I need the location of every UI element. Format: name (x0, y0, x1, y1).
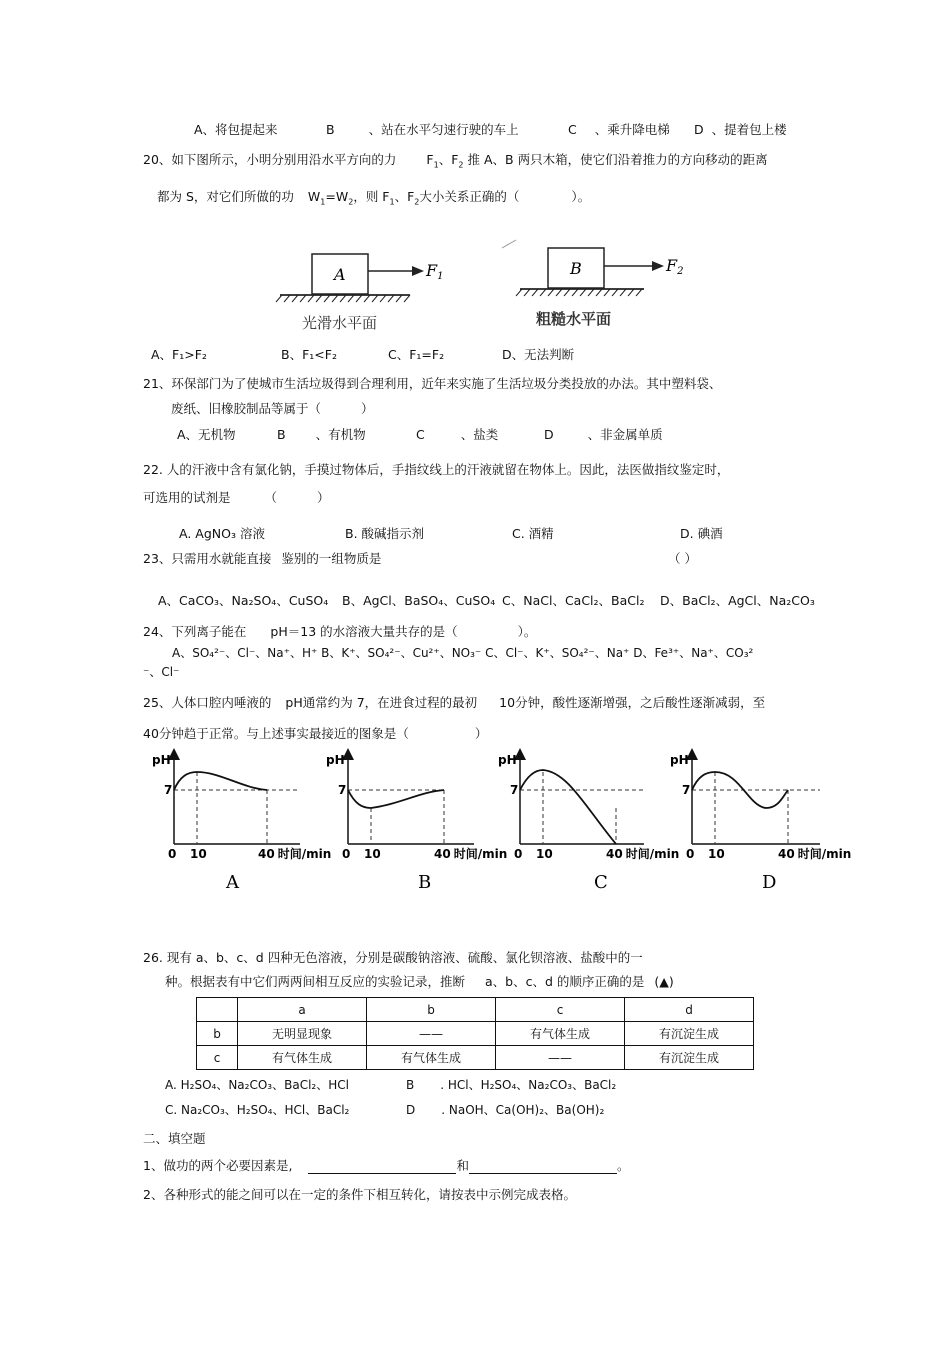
q22-option-b: B. 酸碱指示剂 (345, 526, 425, 541)
q26-reaction-table (196, 997, 754, 1070)
graph-b-curve (348, 790, 444, 808)
graph-a-x0: 0 (168, 847, 177, 861)
table-row (197, 1046, 754, 1070)
section2-q1: 1、做功的两个必要因素是, 和 。 (143, 1158, 630, 1173)
q26-option-b: B . HCl、H₂SO₄、Na₂CO₃、BaCl₂ (406, 1078, 617, 1092)
q22-option-d: D. 碘酒 (680, 526, 723, 541)
q19-option-b: B 、站在水平匀速行驶的车上 (326, 122, 519, 137)
q20-option-b: B、F₁<F₂ (281, 347, 337, 362)
table-header-row (197, 998, 754, 1022)
force-a-label: F1 (426, 261, 444, 282)
graph-c-label: C (594, 872, 608, 893)
q26-line2: 种。根据表有中它们两两间相互反应的实验记录，推断 a、b、c、d 的顺序正确的是 (▲) (165, 974, 674, 989)
graph-d-x10: 10 (708, 847, 725, 861)
ph-graph-c (498, 753, 679, 893)
q21-line2: 废纸、旧橡胶制品等属于（ ） (171, 401, 374, 416)
table-cell: c (197, 1046, 238, 1070)
graph-b-label: B (418, 872, 432, 893)
q26-option-d: D . NaOH、Ca(OH)₂、Ba(OH)₂ (406, 1103, 605, 1117)
graph-c-7: 7 (510, 783, 519, 797)
table-cell: 有沉淀生成 (625, 1046, 754, 1070)
q21-option-d: D 、非金属单质 (544, 427, 663, 442)
q19-option-c: C 、乘升降电梯 (568, 122, 670, 137)
graph-b-x10: 10 (364, 847, 381, 861)
q23-option-c: C、NaCl、CaCl₂、BaCl₂ (502, 593, 645, 608)
graph-b-7: 7 (338, 783, 347, 797)
table-cell: —— (367, 1022, 496, 1046)
table-cell: b (197, 1022, 238, 1046)
force-b-arrowhead (652, 261, 664, 271)
table-cell: 有沉淀生成 (625, 1022, 754, 1046)
q22-option-c: C. 酒精 (512, 526, 554, 541)
scan-mark (502, 240, 516, 248)
table-cell: 有气体生成 (238, 1046, 367, 1070)
graph-c-x40: 40 时间/min (606, 847, 680, 861)
table-header-cell: a (238, 998, 367, 1022)
q23-option-b: B、AgCl、BaSO₄、CuSO₄ (342, 593, 496, 608)
q25-line1: 25、人体口腔内唾液的 pH通常约为 7，在进食过程的最初 10分钟，酸性逐渐增强，之后酸性逐渐减弱，至 (143, 695, 766, 710)
q20-option-a: A、F₁>F₂ (151, 347, 207, 362)
table-row (197, 1022, 754, 1046)
q21-option-b: B 、有机物 (277, 427, 366, 442)
q20-line2: 都为 S，对它们所做的功 $W_1=W_2$，则 $F_1$、$F_2$大小关系正确的（ ）。 (157, 189, 591, 207)
graph-d-ph-label: pH (670, 753, 689, 767)
q19-option-d: D 、提着包上楼 (694, 122, 787, 137)
graph-b-x40: 40 时间/min (434, 847, 508, 861)
section2-title: 二、填空题 (143, 1131, 206, 1146)
force-a-arrowhead (412, 266, 424, 276)
table-header-cell: b (367, 998, 496, 1022)
q24-options: A、SO₄²⁻、Cl⁻、Na⁺、H⁺ B、K⁺、SO₄²⁻、Cu²⁺、NO₃⁻ C、Cl⁻、K⁺、SO₄²⁻、Na⁺ D、Fe³⁺、Na⁺、CO₃² (172, 646, 754, 660)
graph-a-ph-label: pH (152, 753, 171, 767)
table-header-cell (197, 998, 238, 1022)
table-cell: 无明显现象 (238, 1022, 367, 1046)
graph-b-ph-label: pH (326, 753, 345, 767)
q20-line1: 20、如下图所示，小明分别用沿水平方向的力 $F_1$、$F_2$ 推 A、B 两只木箱，使它们沿着推力的方向移动的距离 (143, 152, 768, 170)
q23-option-d: D、BaCl₂、AgCl、Na₂CO₃ (660, 593, 815, 608)
q25-ph-graphs (150, 748, 860, 896)
box-a-diagram (276, 254, 443, 332)
answer-blank-2[interactable] (469, 1160, 617, 1174)
surface-a-label: 光滑水平面 (302, 314, 378, 332)
graph-a-x10: 10 (190, 847, 207, 861)
q22-line1: 22. 人的汗液中含有氯化钠，手摸过物体后，手指纹线上的汗液就留在物体上。因此，法医做指纹鉴定时， (143, 462, 730, 477)
q19-options (194, 122, 278, 138)
q23-line1: 23、只需用水就能直接 鉴别的一组物质是 (143, 551, 382, 566)
q26-option-c: C. Na₂CO₃、H₂SO₄、HCl、BaCl₂ (165, 1103, 350, 1117)
table-cell: —— (496, 1046, 625, 1070)
q25-line2: 40分钟趋于正常。与上述事实最接近的图象是（ ） (143, 726, 488, 741)
graph-c-curve (520, 770, 616, 844)
q23-paren: （ ） (668, 551, 697, 566)
graph-a-label: A (226, 872, 239, 893)
box-a-label: A (334, 265, 346, 284)
graph-c-x0: 0 (514, 847, 523, 861)
q24-line1: 24、下列离子能在 pH＝13 的水溶液大量共存的是（ ）。 (143, 624, 537, 639)
q22-line2: 可选用的试剂是 （ ） (143, 490, 330, 505)
graph-d-7: 7 (682, 783, 691, 797)
section2-q2: 2、各种形式的能之间可以在一定的条件下相互转化，请按表中示例完成表格。 (143, 1187, 576, 1202)
surface-b-label: 粗糙水平面 (536, 310, 612, 328)
graph-d-x0: 0 (686, 847, 695, 861)
box-b-diagram (502, 240, 683, 328)
graph-c-ph-label: pH (498, 753, 517, 767)
q19-option-a: A、将包提起来 (194, 122, 278, 137)
q26-line1: 26. 现有 a、b、c、d 四种无色溶液，分别是碳酸钠溶液、硫酸、氯化钡溶液、盐酸中的一 (143, 950, 643, 965)
table-cell: 有气体生成 (367, 1046, 496, 1070)
graph-b-x0: 0 (342, 847, 351, 861)
table-header-cell: c (496, 998, 625, 1022)
graph-a-x40: 40 时间/min (258, 847, 332, 861)
graph-c-x10: 10 (536, 847, 553, 861)
q21-option-c: C 、盐类 (416, 427, 499, 442)
ground-b-hatch (516, 289, 642, 296)
table-header-cell: d (625, 998, 754, 1022)
graph-a-7: 7 (164, 783, 173, 797)
force-b-label: F2 (666, 256, 684, 277)
ph-graph-d (670, 753, 851, 893)
answer-blank-1[interactable] (308, 1160, 456, 1174)
q23-option-a: A、CaCO₃、Na₂SO₄、CuSO₄ (158, 593, 329, 608)
q20-option-c: C、F₁=F₂ (388, 347, 445, 362)
table-cell: 有气体生成 (496, 1022, 625, 1046)
graph-d-label: D (762, 872, 777, 893)
q26-option-a: A. H₂SO₄、Na₂CO₃、BaCl₂、HCl (165, 1078, 349, 1092)
q20-option-d: D、无法判断 (502, 347, 575, 362)
q22-option-a: A. AgNO₃ 溶液 (179, 526, 265, 541)
ph-graph-b (326, 753, 507, 893)
box-b-label: B (570, 259, 582, 278)
graph-a-curve (174, 772, 267, 790)
ph-graph-a (152, 753, 331, 893)
ground-a-hatch (276, 295, 410, 302)
q21-option-a: A、无机物 (177, 427, 236, 442)
q21-line1: 21、环保部门为了使城市生活垃圾得到合理利用，近年来实施了生活垃圾分类投放的办法。其中塑料袋、 (143, 376, 722, 391)
q20-box-diagram (270, 238, 700, 338)
q24-options-wrap: ⁻、Cl⁻ (143, 665, 180, 679)
graph-d-x40: 40 时间/min (778, 847, 852, 861)
